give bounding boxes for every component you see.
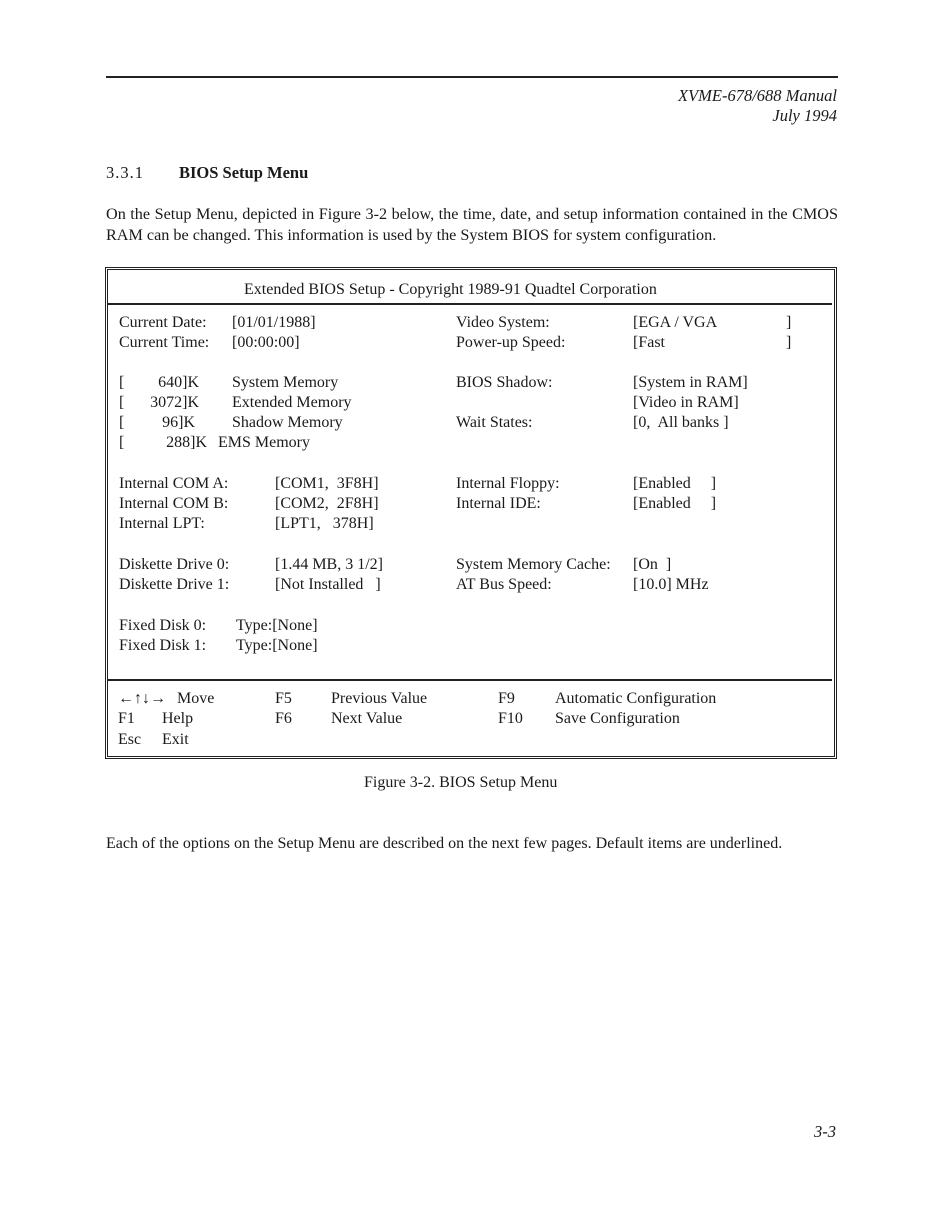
shadow-memory-label: Shadow Memory bbox=[232, 414, 343, 431]
key-esc[interactable]: Esc bbox=[118, 731, 142, 748]
memory-cache-label: System Memory Cache: bbox=[456, 556, 611, 573]
key-f9[interactable]: F9 bbox=[498, 690, 515, 707]
internal-floppy-label: Internal Floppy: bbox=[456, 475, 560, 492]
power-up-speed-value[interactable]: [Fast bbox=[633, 334, 665, 351]
video-system-bracket: ] bbox=[786, 314, 792, 331]
internal-ide-value[interactable]: [Enabled ] bbox=[633, 495, 717, 512]
wait-states-label: Wait States: bbox=[456, 414, 533, 431]
memory-cache-value[interactable]: [On ] bbox=[633, 556, 672, 573]
com-a-label: Internal COM A: bbox=[119, 475, 229, 492]
shadow-memory-size[interactable]: 96]K bbox=[162, 414, 195, 431]
current-date-value[interactable]: [01/01/1988] bbox=[232, 314, 316, 331]
memory-bracket: [ bbox=[119, 374, 125, 391]
diskette-0-label: Diskette Drive 0: bbox=[119, 556, 230, 573]
power-up-speed-bracket: ] bbox=[786, 334, 792, 351]
fixed-disk-1-label: Fixed Disk 1: bbox=[119, 637, 207, 654]
header-rule bbox=[106, 76, 838, 78]
key-f6[interactable]: F6 bbox=[275, 710, 292, 727]
key-next-value-label: Next Value bbox=[331, 710, 403, 727]
wait-states-value[interactable]: [0, All banks ] bbox=[633, 414, 729, 431]
key-f10[interactable]: F10 bbox=[498, 710, 523, 727]
power-up-speed-label: Power-up Speed: bbox=[456, 334, 566, 351]
current-time-value[interactable]: [00:00:00] bbox=[232, 334, 300, 351]
extended-memory-size[interactable]: 3072]K bbox=[150, 394, 199, 411]
com-b-label: Internal COM B: bbox=[119, 495, 229, 512]
bios-keys-divider bbox=[108, 679, 832, 681]
system-memory-size[interactable]: 640]K bbox=[158, 374, 199, 391]
fixed-disk-0-label: Fixed Disk 0: bbox=[119, 617, 207, 634]
key-f5[interactable]: F5 bbox=[275, 690, 292, 707]
bios-shadow-system-value[interactable]: [System in RAM] bbox=[633, 374, 748, 391]
lpt-value[interactable]: [LPT1, 378H] bbox=[275, 515, 374, 532]
key-exit-label: Exit bbox=[162, 731, 189, 748]
at-bus-speed-value[interactable]: [10.0] MHz bbox=[633, 576, 709, 593]
memory-bracket: [ bbox=[119, 394, 125, 411]
video-system-label: Video System: bbox=[456, 314, 550, 331]
section-number: 3.3.1 bbox=[106, 163, 144, 182]
com-b-value[interactable]: [COM2, 2F8H] bbox=[275, 495, 379, 512]
current-date-label: Current Date: bbox=[119, 314, 207, 331]
ems-memory-size[interactable]: 288]K bbox=[166, 434, 207, 451]
system-memory-label: System Memory bbox=[232, 374, 339, 391]
extended-memory-label: Extended Memory bbox=[232, 394, 352, 411]
internal-ide-label: Internal IDE: bbox=[456, 495, 541, 512]
key-save-config-label: Save Configuration bbox=[555, 710, 680, 727]
internal-floppy-value[interactable]: [Enabled ] bbox=[633, 475, 717, 492]
key-previous-value-label: Previous Value bbox=[331, 690, 428, 707]
fixed-disk-1-value[interactable]: Type:[None] bbox=[236, 637, 318, 654]
intro-paragraph: On the Setup Menu, depicted in Figure 3-2 below, the time, date, and setup information contained in the CMOS RAM can be changed. This information is used by the System BIOS for system configuration. bbox=[106, 205, 838, 244]
com-a-value[interactable]: [COM1, 3F8H] bbox=[275, 475, 379, 492]
figure-caption: Figure 3-2. BIOS Setup Menu bbox=[364, 774, 558, 791]
bios-title-divider bbox=[108, 303, 832, 305]
key-help-label: Help bbox=[162, 710, 194, 727]
memory-bracket: [ bbox=[119, 414, 125, 431]
ems-memory-label: EMS Memory bbox=[218, 434, 310, 451]
memory-bracket: [ bbox=[119, 434, 125, 451]
key-move-label: Move bbox=[177, 690, 215, 707]
current-time-label: Current Time: bbox=[119, 334, 210, 351]
bios-shadow-video-value[interactable]: [Video in RAM] bbox=[633, 394, 739, 411]
page-number: 3-3 bbox=[814, 1122, 836, 1141]
key-f1[interactable]: F1 bbox=[118, 710, 135, 727]
diskette-1-value[interactable]: [Not Installed ] bbox=[275, 576, 381, 593]
bios-shadow-label: BIOS Shadow: bbox=[456, 374, 553, 391]
at-bus-speed-label: AT Bus Speed: bbox=[456, 576, 552, 593]
diskette-1-label: Diskette Drive 1: bbox=[119, 576, 230, 593]
bios-title: Extended BIOS Setup - Copyright 1989-91 Quadtel Corporation bbox=[244, 281, 657, 298]
manual-title: XVME-678/688 Manual bbox=[677, 86, 837, 105]
arrow-keys-icon: ←↑↓→ bbox=[118, 690, 166, 707]
lpt-label: Internal LPT: bbox=[119, 515, 205, 532]
video-system-value[interactable]: [EGA / VGA bbox=[633, 314, 718, 331]
key-auto-config-label: Automatic Configuration bbox=[555, 690, 717, 707]
section-title: BIOS Setup Menu bbox=[179, 163, 309, 182]
closing-paragraph: Each of the options on the Setup Menu are described on the next few pages. Default items are underlined. bbox=[106, 835, 783, 852]
fixed-disk-0-value[interactable]: Type:[None] bbox=[236, 617, 318, 634]
manual-date: July 1994 bbox=[772, 106, 837, 125]
diskette-0-value[interactable]: [1.44 MB, 3 1/2] bbox=[275, 556, 383, 573]
